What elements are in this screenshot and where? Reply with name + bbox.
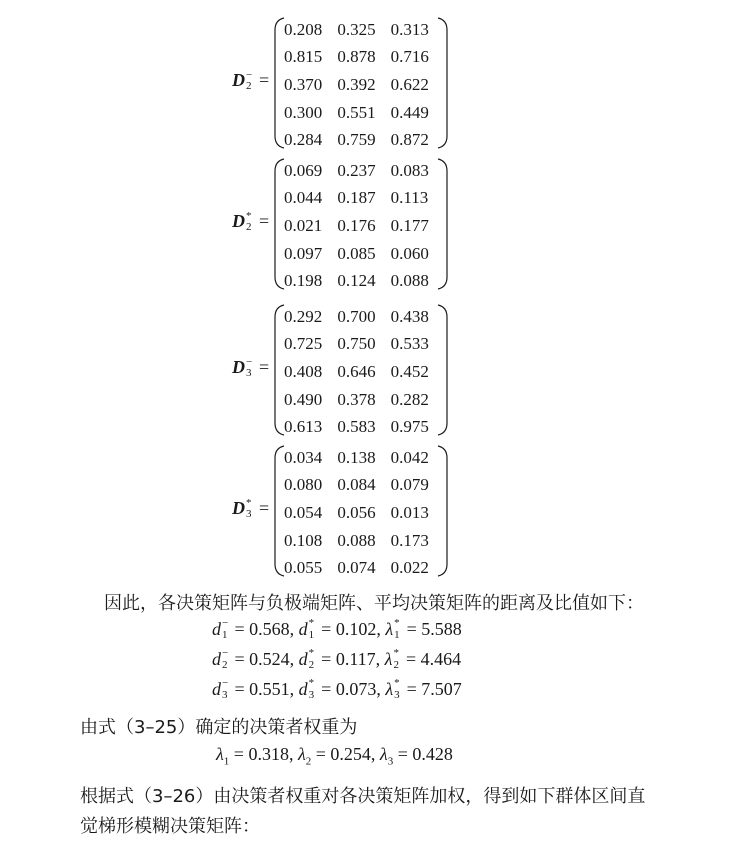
matrix-row [284,499,444,527]
matrix-cell: 0.392 [337,74,376,94]
separator: , [289,679,299,699]
weight-value: 0.318 [248,744,289,764]
matrix-cell: 0.378 [337,389,376,409]
matrix-cell: 0.237 [337,160,376,180]
matrix-row [284,554,444,582]
matrix-row [284,267,444,295]
matrix-cell: 0.325 [337,19,376,39]
matrix-superscript: − [246,69,253,81]
matrix-cell: 0.060 [390,243,429,263]
matrix-row [284,71,444,99]
separator: , [289,619,299,639]
d-star-subscript: 3 [308,689,315,701]
d-minus-indices [221,647,230,671]
matrix-cell: 0.176 [337,215,376,235]
matrix-cell: 0.815 [284,47,323,67]
d-minus-value: 0.568 [249,619,290,639]
equals-sign: = [259,357,270,377]
paragraph-weighting-line1: 根据式（3–26）由决策者权重对各决策矩阵加权，得到如下群体区间直 [80,786,646,807]
matrix-grid [284,157,444,295]
matrix-cell: 0.716 [390,47,429,67]
d-star-subscript: 1 [308,629,315,641]
equals-sign: = [401,649,421,669]
equals-sign: = [393,744,413,764]
matrix-subscript: 3 [246,508,252,520]
matrix-row [284,331,444,359]
equals-sign: = [229,744,249,764]
matrix-subscript: 3 [246,367,252,379]
lambda-symbol: λ [297,744,306,764]
lambda-star-superscript: * [394,617,400,629]
lambda-star-indices [392,647,401,671]
lambda-star-indices [393,677,402,701]
matrix-cell: 0.097 [284,243,323,263]
paragraph-distances-intro: 因此，各决策矩阵与负极端矩阵、平均决策矩阵的距离及比值如下： [104,593,644,614]
d-minus-value: 0.524 [249,649,290,669]
d-minus-subscript: 1 [222,629,228,641]
equals-sign: = [311,744,331,764]
matrix-cell: 0.074 [337,558,376,578]
matrix-symbol: D [232,211,245,231]
matrix-indices [245,69,255,92]
lambda-symbol: λ [379,744,388,764]
weights-line [216,744,453,768]
lambda-star-subscript: 3 [394,689,400,701]
equals-sign: = [402,679,422,699]
matrix-label [232,498,269,519]
matrix-cell: 0.138 [337,447,376,467]
lambda-star-symbol: λ [385,619,394,639]
equals-sign: = [230,619,250,639]
matrix-superscript: * [246,497,252,509]
distance-line-2 [212,649,461,670]
lambda-star-value: 4.464 [420,649,462,669]
matrix-cell: 0.055 [284,558,323,578]
lambda-subscript: 3 [387,755,394,768]
d-minus-value: 0.551 [249,679,290,699]
matrix-subscript: 2 [246,80,252,92]
matrix-cell: 0.975 [390,417,429,437]
matrix-superscript: * [246,210,252,222]
matrix-cell: 0.725 [284,334,323,354]
matrix-cell: 0.449 [390,102,429,122]
matrix-cell: 0.613 [284,417,323,437]
matrix-cell: 0.044 [284,188,323,208]
equals-sign: = [402,619,422,639]
matrix-cell: 0.622 [390,74,429,94]
matrix-cell: 0.080 [284,475,323,495]
d-minus-superscript: − [222,647,229,659]
matrix-row [284,157,444,185]
matrix-cell: 0.490 [284,389,323,409]
matrix-row [284,444,444,472]
matrix-subscript: 2 [246,221,252,233]
matrix-label [232,357,269,378]
separator: , [376,619,386,639]
equals-sign: = [316,619,336,639]
matrix-cell: 0.088 [390,271,429,291]
weight-value: 0.254 [330,744,371,764]
d-star-indices [308,647,317,671]
d-minus-symbol: d [212,649,221,669]
d-minus-subscript: 3 [222,689,228,701]
d-minus-superscript: − [222,677,229,689]
equals-sign: = [316,679,336,699]
lambda-star-subscript: 1 [394,629,400,641]
matrix-grid [284,16,444,154]
matrix-cell: 0.313 [390,19,429,39]
matrix-cell: 0.438 [390,306,429,326]
equals-sign: = [259,211,270,231]
lambda-star-symbol: λ [385,679,394,699]
equals-sign: = [230,649,250,669]
d-star-value: 0.073 [335,679,377,699]
lambda-subscript: 2 [305,755,312,768]
matrix-d2-minus [0,14,747,154]
matrix-row [284,44,444,72]
lambda-star-superscript: * [394,677,400,689]
separator: , [376,679,386,699]
matrix-cell: 0.056 [337,502,376,522]
d-star-symbol: d [298,649,308,669]
matrix-grid [284,303,444,441]
d-star-superscript: * [308,647,315,659]
matrix-symbol: D [232,498,245,518]
lambda-symbol: λ [216,744,224,764]
matrix-cell: 0.284 [284,130,323,150]
d-star-superscript: * [308,677,315,689]
matrix-cell: 0.292 [284,306,323,326]
lambda-star-subscript: 2 [393,659,399,671]
lambda-subscript: 1 [223,755,230,768]
matrix-cell: 0.551 [337,102,376,122]
matrix-cell: 0.013 [390,502,429,522]
matrix-cell: 0.878 [337,47,376,67]
matrix-cell: 0.872 [390,130,429,150]
lambda-star-value: 7.507 [421,679,462,699]
matrix-cell: 0.750 [337,334,376,354]
weight-value: 0.428 [412,744,453,764]
d-minus-indices [221,617,230,641]
d-star-value: 0.117 [335,649,376,669]
matrix-label [232,211,269,232]
matrix-cell: 0.759 [337,130,376,150]
matrix-cell: 0.646 [337,361,376,381]
matrix-d3-star [0,442,747,582]
matrix-cell: 0.088 [337,530,376,550]
separator: , [370,744,380,764]
matrix-superscript: − [246,356,253,368]
distance-line-1 [212,619,462,640]
matrix-row [284,303,444,331]
matrix-cell: 0.034 [284,447,323,467]
matrix-cell: 0.042 [390,447,429,467]
matrix-indices [245,497,255,520]
matrix-row [284,386,444,414]
equals-sign: = [259,498,270,518]
d-minus-symbol: d [212,679,221,699]
separator: , [288,744,298,764]
matrix-cell: 0.208 [284,19,323,39]
matrix-row [284,212,444,240]
distance-line-3 [212,679,462,700]
separator: , [289,649,299,669]
separator: , [375,649,385,669]
d-star-subscript: 2 [308,659,315,671]
matrix-cell: 0.452 [390,361,429,381]
d-minus-symbol: d [212,619,221,639]
matrix-row [284,527,444,555]
matrix-d2-star [0,155,747,295]
matrix-cell: 0.085 [337,243,376,263]
d-star-value: 0.102 [335,619,377,639]
matrix-cell: 0.370 [284,74,323,94]
matrix-cell: 0.700 [337,306,376,326]
matrix-row [284,126,444,154]
d-star-superscript: * [308,617,315,629]
matrix-row [284,240,444,268]
paragraph-weighting-line2: 觉梯形模糊决策矩阵： [80,816,260,837]
matrix-cell: 0.079 [390,475,429,495]
matrix-cell: 0.533 [390,334,429,354]
equals-sign: = [259,70,270,90]
matrix-row [284,185,444,213]
matrix-row [284,472,444,500]
d-star-indices [308,617,317,641]
matrix-d3-minus [0,301,747,441]
matrix-symbol: D [232,70,245,90]
d-minus-superscript: − [222,617,229,629]
d-minus-subscript: 2 [222,659,228,671]
matrix-row [284,16,444,44]
matrix-cell: 0.124 [337,271,376,291]
lambda-star-superscript: * [393,647,399,659]
matrix-cell: 0.083 [390,160,429,180]
d-minus-indices [221,677,230,701]
matrix-symbol: D [232,357,245,377]
matrix-cell: 0.282 [390,389,429,409]
matrix-cell: 0.198 [284,271,323,291]
matrix-indices [245,210,255,233]
d-star-symbol: d [298,679,308,699]
matrix-cell: 0.084 [337,475,376,495]
matrix-cell: 0.300 [284,102,323,122]
d-star-symbol: d [298,619,308,639]
equals-sign: = [230,679,250,699]
matrix-cell: 0.022 [390,558,429,578]
equals-sign: = [316,649,336,669]
matrix-cell: 0.408 [284,361,323,381]
matrix-cell: 0.108 [284,530,323,550]
matrix-cell: 0.113 [390,188,429,208]
matrix-cell: 0.583 [337,417,376,437]
matrix-grid [284,444,444,582]
matrix-row [284,358,444,386]
lambda-star-symbol: λ [384,649,393,669]
paragraph-weights-intro: 由式（3–25）确定的决策者权重为 [80,717,358,738]
matrix-cell: 0.173 [390,530,429,550]
matrix-row [284,99,444,127]
matrix-indices [245,356,255,379]
matrix-cell: 0.069 [284,160,323,180]
lambda-star-indices [393,617,402,641]
matrix-cell: 0.177 [390,215,429,235]
matrix-row [284,413,444,441]
matrix-cell: 0.021 [284,215,323,235]
matrix-cell: 0.054 [284,502,323,522]
d-star-indices [308,677,317,701]
matrix-label [232,70,269,91]
lambda-star-value: 5.588 [421,619,462,639]
matrix-cell: 0.187 [337,188,376,208]
